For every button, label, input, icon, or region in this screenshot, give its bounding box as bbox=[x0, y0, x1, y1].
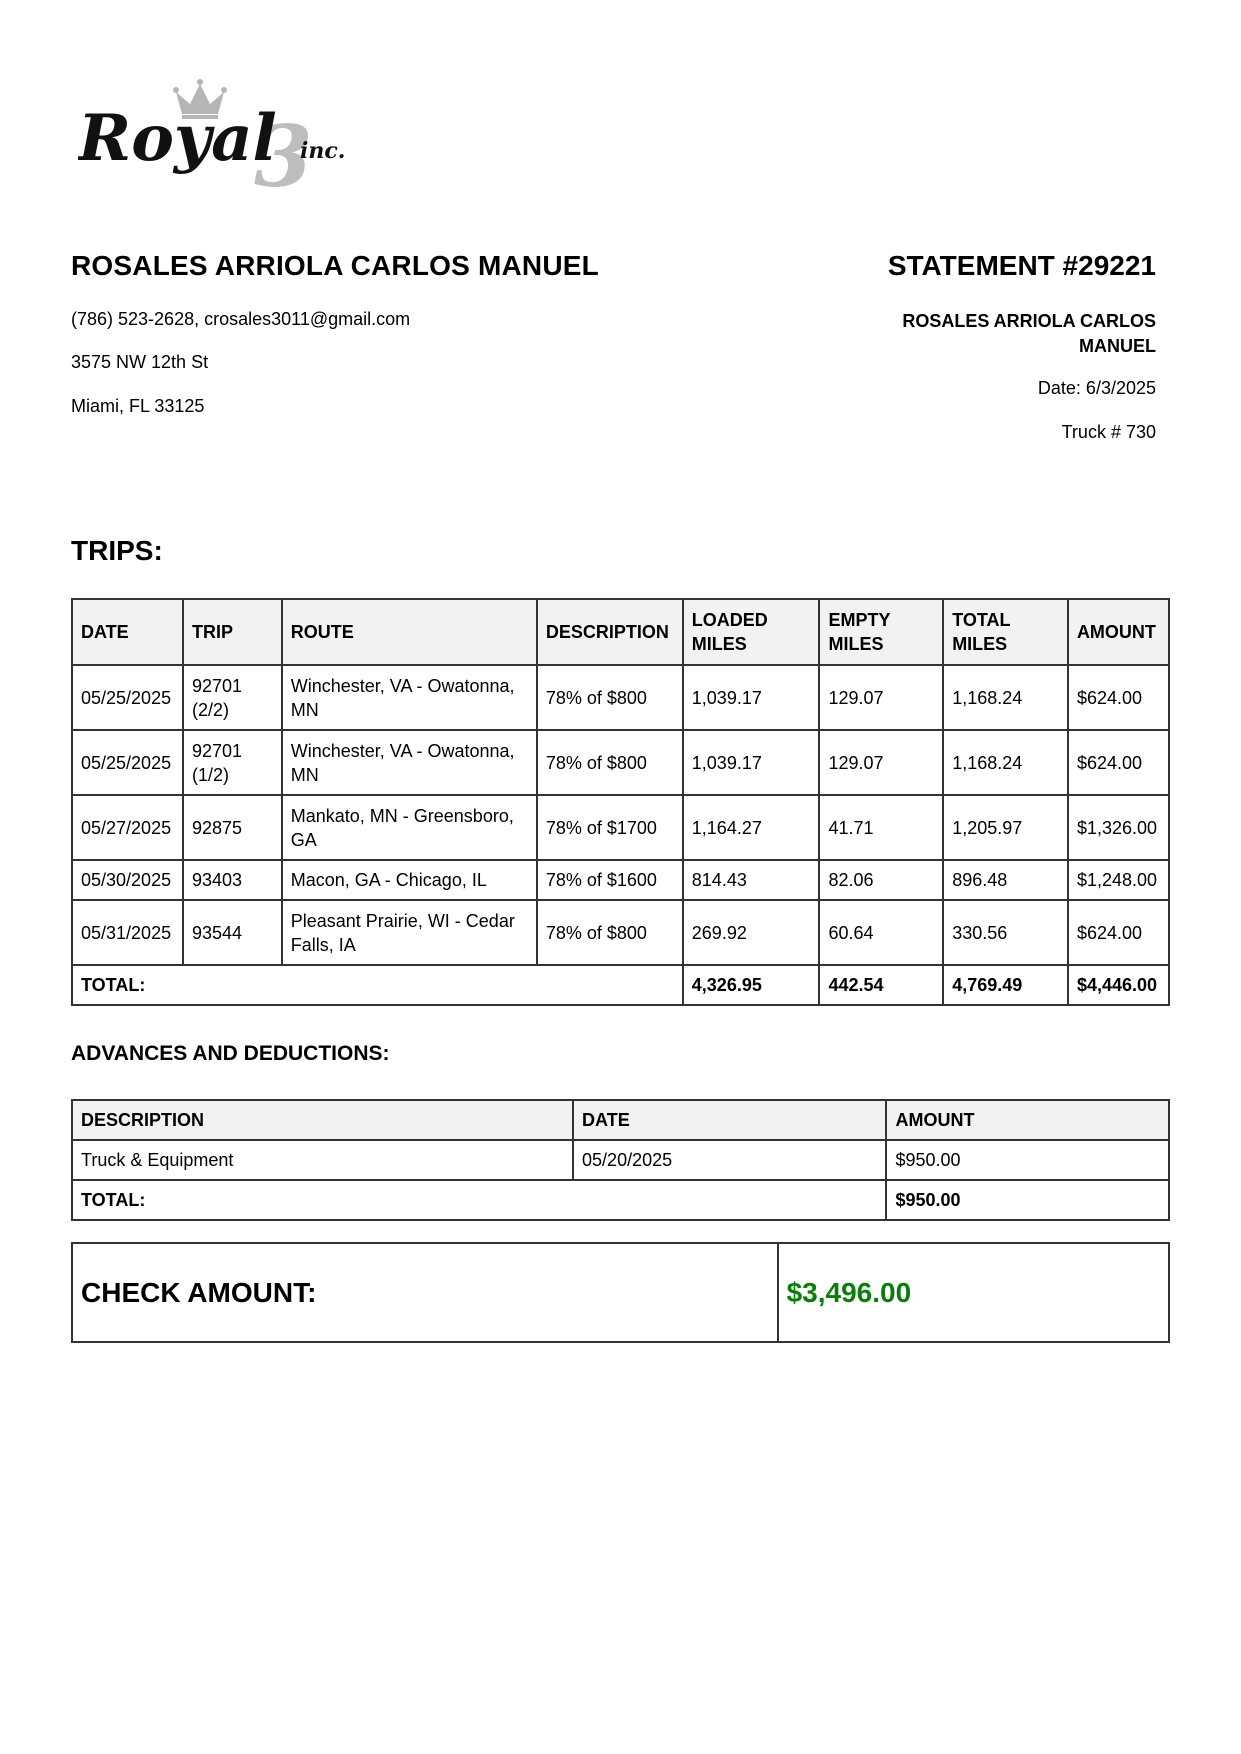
trip-description: 78% of $1700 bbox=[537, 795, 683, 860]
trip-description: 78% of $800 bbox=[537, 665, 683, 730]
trips-title: TRIPS: bbox=[71, 535, 163, 566]
trip-empty-miles: 82.06 bbox=[819, 860, 943, 900]
deductions-table bbox=[71, 1099, 1170, 1221]
column-header-amount: AMOUNT bbox=[886, 1100, 1169, 1140]
deductions-title: ADVANCES AND DEDUCTIONS: bbox=[71, 1042, 390, 1065]
trip-route: Pleasant Prairie, WI - Cedar Falls, IA bbox=[282, 900, 537, 965]
trip-date: 05/27/2025 bbox=[72, 795, 183, 860]
column-header-description: DESCRIPTION bbox=[72, 1100, 573, 1140]
trip-route: Winchester, VA - Owatonna, MN bbox=[282, 730, 537, 795]
column-header-amount: AMOUNT bbox=[1068, 599, 1169, 665]
trip-loaded-miles: 269.92 bbox=[683, 900, 820, 965]
trip-description: 78% of $800 bbox=[537, 730, 683, 795]
check-amount-value: $3,496.00 bbox=[778, 1243, 1169, 1342]
trip-amount: $1,248.00 bbox=[1068, 860, 1169, 900]
trips-header-row bbox=[72, 599, 1169, 665]
trip-amount: $1,326.00 bbox=[1068, 795, 1169, 860]
deduction-description: Truck & Equipment bbox=[72, 1140, 573, 1180]
trip-route: Macon, GA - Chicago, IL bbox=[282, 860, 537, 900]
trip-total-miles: 330.56 bbox=[943, 900, 1068, 965]
trip-route: Mankato, MN - Greensboro, GA bbox=[282, 795, 537, 860]
table-row bbox=[72, 900, 1169, 965]
trip-total-miles: 1,168.24 bbox=[943, 665, 1068, 730]
column-header-date: DATE bbox=[573, 1100, 886, 1140]
table-row bbox=[72, 1140, 1169, 1180]
trip-number: 92875 bbox=[183, 795, 282, 860]
trip-date: 05/30/2025 bbox=[72, 860, 183, 900]
trip-number: 92701 (1/2) bbox=[183, 730, 282, 795]
trips-table bbox=[71, 598, 1170, 1006]
trip-amount: $624.00 bbox=[1068, 900, 1169, 965]
trips-total-label: TOTAL: bbox=[72, 965, 683, 1005]
trip-number: 92701 (2/2) bbox=[183, 665, 282, 730]
table-row bbox=[72, 795, 1169, 860]
trip-description: 78% of $1600 bbox=[537, 860, 683, 900]
trip-total-miles: 896.48 bbox=[943, 860, 1068, 900]
column-header-loaded-miles: LOADED MILES bbox=[683, 599, 820, 665]
statement-date: Date: 6/3/2025 bbox=[1037, 378, 1156, 398]
company-logo bbox=[78, 78, 378, 190]
truck-number: Truck # 730 bbox=[1061, 422, 1156, 442]
trips-total-row bbox=[72, 965, 1169, 1005]
trips-total-amount: $4,446.00 bbox=[1068, 965, 1169, 1005]
column-header-description: DESCRIPTION bbox=[537, 599, 683, 665]
trip-date: 05/31/2025 bbox=[72, 900, 183, 965]
trip-amount: $624.00 bbox=[1068, 730, 1169, 795]
trips-total-miles: 4,769.49 bbox=[943, 965, 1068, 1005]
trip-date: 05/25/2025 bbox=[72, 730, 183, 795]
column-header-empty-miles: EMPTY MILES bbox=[819, 599, 943, 665]
logo-suffix: inc. bbox=[300, 138, 346, 164]
trip-total-miles: 1,205.97 bbox=[943, 795, 1068, 860]
royal3-logo-graphic bbox=[78, 78, 378, 190]
trip-total-miles: 1,168.24 bbox=[943, 730, 1068, 795]
trip-number: 93544 bbox=[183, 900, 282, 965]
deductions-total-row bbox=[72, 1180, 1169, 1220]
trip-loaded-miles: 1,164.27 bbox=[683, 795, 820, 860]
logo-numeral: 3 bbox=[254, 107, 313, 190]
table-row bbox=[72, 860, 1169, 900]
check-amount-box bbox=[71, 1242, 1170, 1343]
driver-address-line2: Miami, FL 33125 bbox=[71, 396, 205, 416]
check-amount-label: CHECK AMOUNT: bbox=[72, 1243, 778, 1342]
trip-loaded-miles: 1,039.17 bbox=[683, 730, 820, 795]
trip-empty-miles: 129.07 bbox=[819, 665, 943, 730]
table-row bbox=[72, 730, 1169, 795]
trip-route: Winchester, VA - Owatonna, MN bbox=[282, 665, 537, 730]
trip-loaded-miles: 1,039.17 bbox=[683, 665, 820, 730]
column-header-route: ROUTE bbox=[282, 599, 537, 665]
trip-empty-miles: 129.07 bbox=[819, 730, 943, 795]
deductions-total-amount: $950.00 bbox=[886, 1180, 1169, 1220]
trip-loaded-miles: 814.43 bbox=[683, 860, 820, 900]
check-amount-row bbox=[72, 1243, 1169, 1342]
trips-total-loaded: 4,326.95 bbox=[683, 965, 820, 1005]
trip-description: 78% of $800 bbox=[537, 900, 683, 965]
column-header-total-miles: TOTAL MILES bbox=[943, 599, 1068, 665]
column-header-trip: TRIP bbox=[183, 599, 282, 665]
trip-date: 05/25/2025 bbox=[72, 665, 183, 730]
trip-empty-miles: 41.71 bbox=[819, 795, 943, 860]
deductions-total-label: TOTAL: bbox=[72, 1180, 886, 1220]
driver-name: ROSALES ARRIOLA CARLOS MANUEL bbox=[71, 250, 599, 281]
logo-brand: Royal bbox=[78, 101, 277, 176]
table-row bbox=[72, 665, 1169, 730]
deductions-header-row bbox=[72, 1100, 1169, 1140]
deduction-date: 05/20/2025 bbox=[573, 1140, 886, 1180]
trips-total-empty: 442.54 bbox=[819, 965, 943, 1005]
trip-amount: $624.00 bbox=[1068, 665, 1169, 730]
column-header-date: DATE bbox=[72, 599, 183, 665]
driver-contact: (786) 523-2628, crosales3011@gmail.com bbox=[71, 309, 411, 329]
statement-bill-to: ROSALES ARRIOLA CARLOS MANUEL bbox=[902, 311, 1156, 356]
trip-empty-miles: 60.64 bbox=[819, 900, 943, 965]
trip-number: 93403 bbox=[183, 860, 282, 900]
deduction-amount: $950.00 bbox=[886, 1140, 1169, 1180]
driver-address-line1: 3575 NW 12th St bbox=[71, 352, 209, 372]
statement-title: STATEMENT #29221 bbox=[887, 250, 1156, 281]
